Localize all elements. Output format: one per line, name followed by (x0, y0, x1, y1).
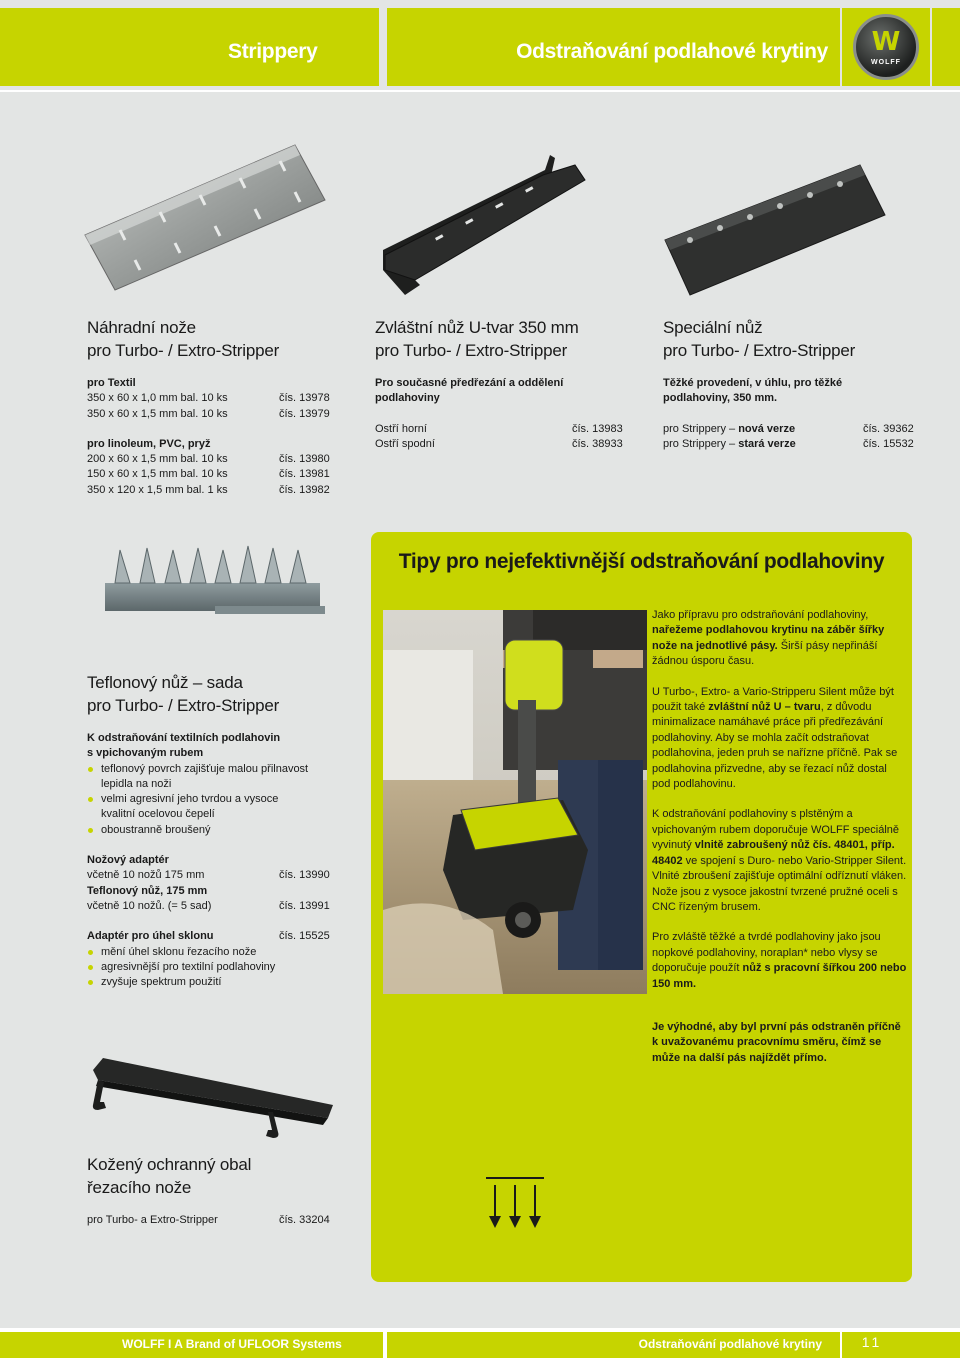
replacement-blades-image (80, 140, 330, 300)
stripper-machine-photo (383, 610, 647, 994)
list-item: oboustranně broušený (87, 823, 312, 838)
teflon-bullets (87, 762, 312, 838)
u-blade-list (375, 376, 627, 452)
list-item: 350 x 60 x 1,5 mm bal. 10 ks čís. 13979 (87, 407, 330, 420)
group-heading: Nožový adaptér (87, 854, 169, 867)
angle-bullets (87, 945, 332, 991)
u-shaped-blade-image (375, 150, 600, 300)
header-right-bar (387, 8, 840, 86)
logo-text: WOLFF (871, 58, 901, 66)
list-item: 150 x 60 x 1,5 mm bal. 10 ks čís. 13981 (87, 468, 330, 481)
tips-text (652, 608, 908, 1081)
page-header (0, 0, 960, 92)
list-item: 350 x 120 x 1,5 mm bal. 1 ks čís. 13982 (87, 483, 330, 496)
group-heading: Teflonový nůž, 175 mm (87, 884, 208, 897)
list-item: velmi agresivní jeho tvrdou a vysoce kvalitní ocelovou čepelí (87, 792, 312, 823)
list-item: agresivnější pro textilní podlahoviny (87, 960, 332, 975)
tip-paragraph: K odstraňování podlahoviny s plstěným a vpichovaným rubem doporučuje WOLFF speciálně vyvinutý vlnitě zabroušený nůž čís. 48401, příp. 48402 ve spojení s Duro- nebo Vario-Stripper Silent. Vlnité zbroušení zajišťuje optimální odříznutí vláken. Nože jsou z vysoce jakostní tvrzené pružné oceli s CNC řízeným brusem. (652, 808, 907, 913)
tip-paragraph: Pro zvláště těžké a tvrdé podlahoviny jako jsou nopkové podlahoviny, noraplan* nebo vlysy se doporučuje použít nůž s pracovní šířkou 200 nebo 150 mm. (652, 931, 907, 990)
list-item: zvyšuje spektrum použití (87, 975, 332, 990)
header-tab (932, 8, 960, 86)
list-item: 200 x 60 x 1,5 mm bal. 10 ks čís. 13980 (87, 453, 330, 466)
list-item: 350 x 60 x 1,0 mm bal. 10 ks čís. 13978 (87, 392, 330, 405)
special-blade-subtitle: Těžké provedení, v úhlu, pro těžké podlahoviny, 350 mm. (663, 377, 843, 405)
group-heading: pro linoleum, PVC, pryž (87, 437, 211, 450)
u-blade-subtitle: Pro současné předřezání a oddělení podlahoviny (375, 377, 564, 405)
replacement-blades-list (87, 376, 332, 498)
list-item: včetně 10 nožů 175 mm čís. 13990 (87, 869, 330, 882)
replacement-blades-title: Náhradní nože pro Turbo- / Extro-Stripper (87, 318, 280, 360)
special-blade-title: Speciální nůž pro Turbo- / Extro-Stripper (663, 318, 856, 360)
header-left-title: Strippery (228, 40, 318, 63)
teflon-knife-title: Teflonový nůž – sada pro Turbo- / Extro-Stripper (87, 673, 280, 715)
list-item: mění úhel sklonu řezacího nože (87, 945, 332, 960)
tip-paragraph: Je výhodné, aby byl první pás odstraněn příčně k uvažovanému pracovnímu směru, čímž se může na další pás najíždět přímo. (652, 1020, 901, 1064)
leather-cover-image (88, 1050, 338, 1140)
footer-brand: WOLFF I A Brand of UFLOOR Systems (122, 1337, 342, 1351)
list-item: včetně 10 nožů. (= 5 sad) čís. 13991 (87, 899, 330, 912)
page-number: 11 (861, 1334, 883, 1350)
list-item: pro Strippery – stará verze čís. 15532 (663, 437, 914, 450)
list-item: pro Strippery – nová verze čís. 39362 (663, 422, 914, 435)
group-heading: pro Textil (87, 377, 136, 389)
direction-arrows-icon (485, 1170, 545, 1240)
u-blade-title: Zvláštní nůž U-tvar 350 mm pro Turbo- / Extro-Stripper (375, 318, 579, 360)
list-item: Ostří horní čís. 13983 (375, 422, 623, 435)
list-item: Ostří spodní čís. 38933 (375, 437, 623, 450)
list-item: teflonový povrch zajišťuje malou přilnavost lepidla na noži (87, 762, 312, 793)
special-blade-list (663, 376, 915, 452)
header-right-title: Odstraňování podlahové krytiny (516, 40, 828, 63)
tip-paragraph: U Turbo-, Extro- a Vario-Stripperu Silent může být použit také zvláštní nůž U – tvaru, z důvodu minimalizace namáhavé práce při předřezávání podlahoviny. Aby se mohla začít odstraňovat podlahovina, jeden pruh se nařízne příčně. Pak se podlahovina přizvedne, aby se řezací nůž dostal pod podlahovinu. (652, 685, 898, 791)
list-item: Adaptér pro úhel sklonu čís. 15525 (87, 930, 330, 943)
tips-title: Tipy pro nejefektivnější odstraňování podlahoviny (398, 550, 885, 573)
footer-section-title: Odstraňování podlahové krytiny (638, 1337, 822, 1351)
tips-box (371, 532, 912, 1282)
special-blade-image (660, 160, 890, 300)
teflon-knife-details: K odstraňování textilních podlahovin s vpichovaným rubem teflonový povrch zajišťuje malou přilnavost lepidla na noži velmi agresivní jeho tvrdou a vysoce kvalitní ocelovou čepelí oboustranně broušený Nožový adaptér včetně 10 nožů 175 mm čís. 13990 Teflonový nůž, 175 mm včetně 10 nožů. (= 5 sad) čís. 13991 Adaptér pro úhel sklonu čís. 15525 mění úhel sklonu řezacího nože agresivnější pro textilní podlahoviny zvyšuje spektrum použití (87, 731, 332, 990)
wolff-logo-icon: W WOLFF (853, 14, 919, 80)
brand-logo (842, 8, 930, 86)
header-left-bar (0, 8, 383, 86)
list-item: pro Turbo- a Extro-Stripper čís. 33204 (87, 1214, 330, 1226)
tip-paragraph: Jako přípravu pro odstraňování podlahoviny, nařežeme podlahovou krytinu na záběr šířky nože na jednotlivé pásy. Širší pásy nepřináší žádnou úsporu času. (652, 609, 885, 668)
teflon-knife-set-image (95, 538, 335, 623)
leather-cover-details (87, 1213, 332, 1228)
leather-cover-title: Kožený ochranný obal řezacího nože (87, 1155, 252, 1197)
